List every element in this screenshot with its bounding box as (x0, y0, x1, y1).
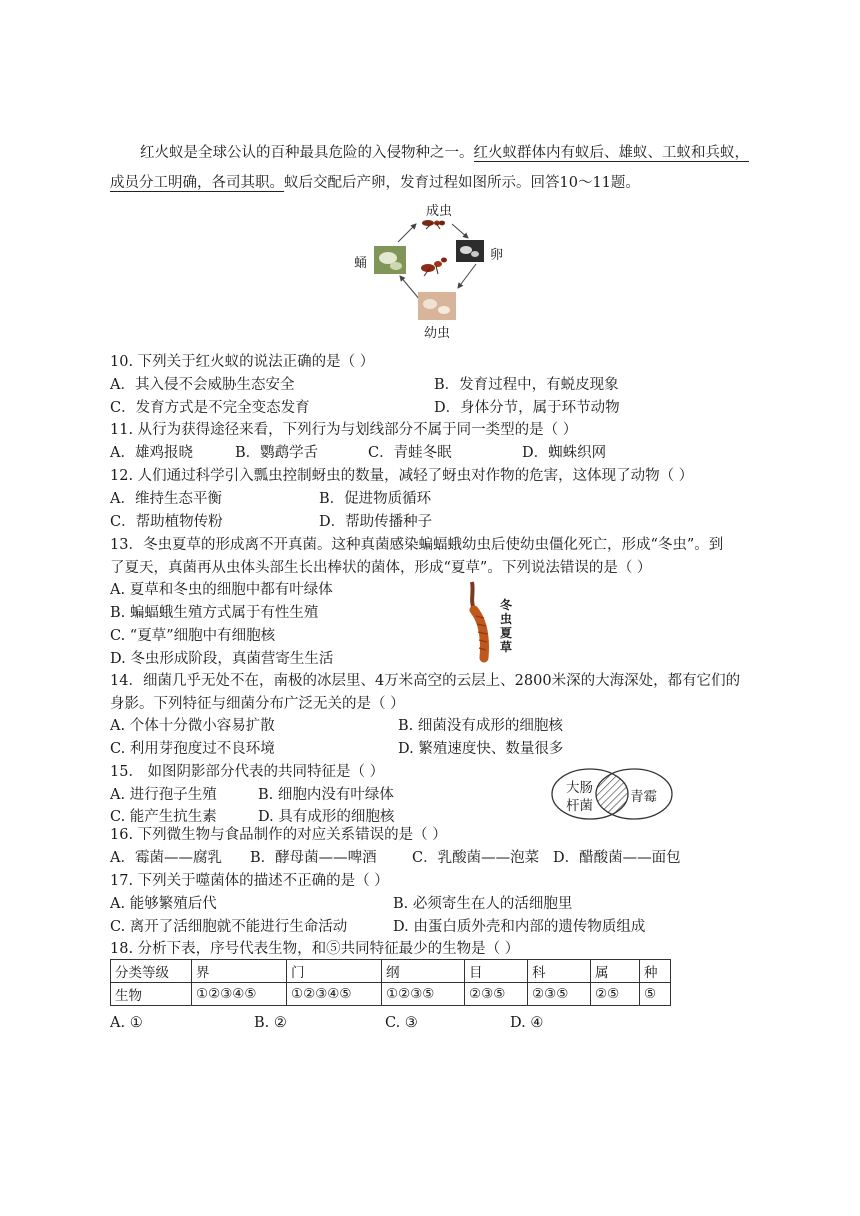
table-cell: ①②③④⑤ (287, 983, 382, 1006)
q17-option-d: D. 由蛋白质外壳和内部的遗传物质组成 (393, 919, 646, 935)
q18-option-a: A. ① (110, 1015, 143, 1031)
label-egg: 卵 (490, 248, 504, 263)
q16-option-d: D．醋酸菌——面包 (553, 850, 681, 866)
q16-option-b: B．酵母菌——啤酒 (250, 850, 377, 866)
q18-option-d: D. ④ (510, 1015, 544, 1031)
cordyceps-label: 冬虫夏草 (500, 598, 513, 654)
table-cell: 属 (591, 960, 640, 983)
intro-line-1 (140, 144, 749, 162)
venn-label-penicillium: 青霉 (630, 789, 657, 805)
intro-line-2 (110, 174, 640, 192)
table-cell: ①②③⑤ (382, 983, 465, 1006)
q17-option-c: C. 离开了活细胞就不能进行生命活动 (110, 919, 348, 935)
table-cell: 生物 (111, 983, 192, 1006)
q14-option-a: A. 个体十分微小容易扩散 (110, 718, 275, 734)
venn-label-ecoli-2: 杆菌 (566, 798, 593, 814)
q13-option-a: A. 夏草和冬虫的细胞中都有叶绿体 (110, 582, 333, 598)
intro-underlined-2a: 成员分工明确，各司其职。 (110, 175, 284, 191)
table-cell: 界 (192, 960, 287, 983)
q13-stem-1: 13．冬虫夏草的形成离不开真菌。这种真菌感染蝙蝠蛾幼虫后使幼虫僵化死亡，形成“冬虫”。到 (110, 537, 724, 553)
table-cell: ②③⑤ (528, 983, 591, 1006)
q14-option-c: C. 利用芽孢度过不良环境 (110, 741, 275, 757)
q13-option-d: D. 冬虫形成阶段，真菌营寄生生活 (110, 651, 334, 667)
table-cell: 门 (287, 960, 382, 983)
q12-option-c: C．帮助植物传粉 (110, 514, 223, 530)
q12-option-d: D．帮助传播种子 (319, 514, 433, 530)
cordyceps-image (462, 580, 522, 666)
q14-option-d: D. 繁殖速度快、数量很多 (398, 741, 564, 757)
cordyceps-icon (462, 580, 502, 666)
table-cell: ②⑤ (591, 983, 640, 1006)
q15-option-d: D. 具有成形的细胞核 (258, 809, 395, 825)
q17-option-a: A. 能够繁殖后代 (110, 896, 217, 912)
q11-stem: 11. 从行为获得途径来看，下列行为与划线部分不属于同一类型的是（ ） (110, 422, 578, 438)
q15-option-b: B. 细胞内没有叶绿体 (258, 787, 394, 803)
lifecycle-diagram (340, 196, 530, 342)
q15-stem: 15． 如图阴影部分代表的共同特征是（ ） (110, 764, 385, 780)
q15-option-a: A. 进行孢子生殖 (110, 787, 217, 803)
q12-option-b: B．促进物质循环 (319, 491, 432, 507)
q17-stem: 17. 下列关于噬菌体的描述不正确的是（ ） (110, 873, 389, 889)
q18-stem: 18. 分析下表，序号代表生物，和⑤共同特征最少的生物是（ ） (110, 941, 520, 957)
q12-option-a: A．维持生态平衡 (110, 491, 222, 507)
q10-option-c: C．发育方式是不完全变态发育 (110, 400, 310, 416)
q13-option-b: B. 蝙蝠蛾生殖方式属于有性生殖 (110, 605, 319, 621)
q10-option-d: D．身体分节，属于环节动物 (434, 400, 620, 416)
q10-stem: 10. 下列关于红火蚁的说法正确的是（ ） (110, 354, 375, 370)
q11-option-c: C．青蛙冬眠 (368, 445, 452, 461)
q14-option-b: B. 细菌没有成形的细胞核 (398, 718, 563, 734)
q15-option-c: C. 能产生抗生素 (110, 809, 217, 825)
q18-option-b: B. ② (254, 1015, 287, 1031)
q18-option-c: C. ③ (385, 1015, 418, 1031)
table-cell: 纲 (382, 960, 465, 983)
table-cell: ⑤ (640, 983, 671, 1006)
label-adult: 成虫 (426, 204, 453, 219)
q12-stem: 12. 人们通过科学引入瓢虫控制蚜虫的数量，减轻了蚜虫对作物的危害，这体现了动物（ ） (110, 468, 694, 484)
table-header-row (111, 960, 671, 983)
q13-stem-2: 了夏天，真菌再从虫体头部生长出棒状的菌体，形成“夏草”。下列说法错误的是（ ） (110, 560, 652, 576)
q16-option-c: C．乳酸菌——泡菜 (412, 850, 540, 866)
q14-stem-1: 14．细菌几乎无处不在，南极的冰层里、4万米高空的云层上、2800米深的大海深处，都有它们的 (110, 673, 741, 689)
table-row (111, 983, 671, 1006)
label-pupa: 蛹 (354, 256, 368, 271)
q14-stem-2: 身影。下列特征与细菌分布广泛无关的是（ ） (110, 696, 405, 712)
adult-ant-icon (422, 220, 445, 229)
intro-text-2b: 蚁后交配后产卵，发育过程如图所示。回答10～11题。 (284, 175, 640, 191)
q16-option-a: A．霉菌——腐乳 (110, 850, 222, 866)
table-cell: 分类等级 (111, 960, 192, 983)
table-cell: 科 (528, 960, 591, 983)
q16-stem: 16. 下列微生物与食品制作的对应关系错误的是（ ） (110, 827, 447, 843)
q17-option-b: B. 必须寄生在人的活细胞里 (393, 896, 573, 912)
q10-option-b: B．发育过程中，有蜕皮现象 (434, 377, 619, 393)
table-cell: 种 (640, 960, 671, 983)
classification-table (110, 959, 671, 1006)
intro-text-1a: 红火蚁是全球公认的百种最具危险的入侵物种之一。 (140, 145, 474, 161)
table-cell: ①②③④⑤ (192, 983, 287, 1006)
worker-ant-icon (421, 258, 447, 277)
venn-label-ecoli-1: 大肠 (566, 780, 593, 796)
venn-diagram (548, 766, 678, 822)
q11-option-b: B．鹦鹉学舌 (235, 445, 319, 461)
table-cell: ②③⑤ (465, 983, 528, 1006)
table-cell: 目 (465, 960, 528, 983)
q13-option-c: C. “夏草”细胞中有细胞核 (110, 628, 276, 644)
q11-option-d: D．蜘蛛织网 (522, 445, 607, 461)
q10-option-a: A．其入侵不会威胁生态安全 (110, 377, 295, 393)
label-larva: 幼虫 (424, 326, 451, 341)
q11-option-a: A．雄鸡报晓 (110, 445, 193, 461)
intro-underlined-1b: 红火蚁群体内有蚁后、雄蚁、工蚁和兵蚁， (473, 145, 749, 161)
